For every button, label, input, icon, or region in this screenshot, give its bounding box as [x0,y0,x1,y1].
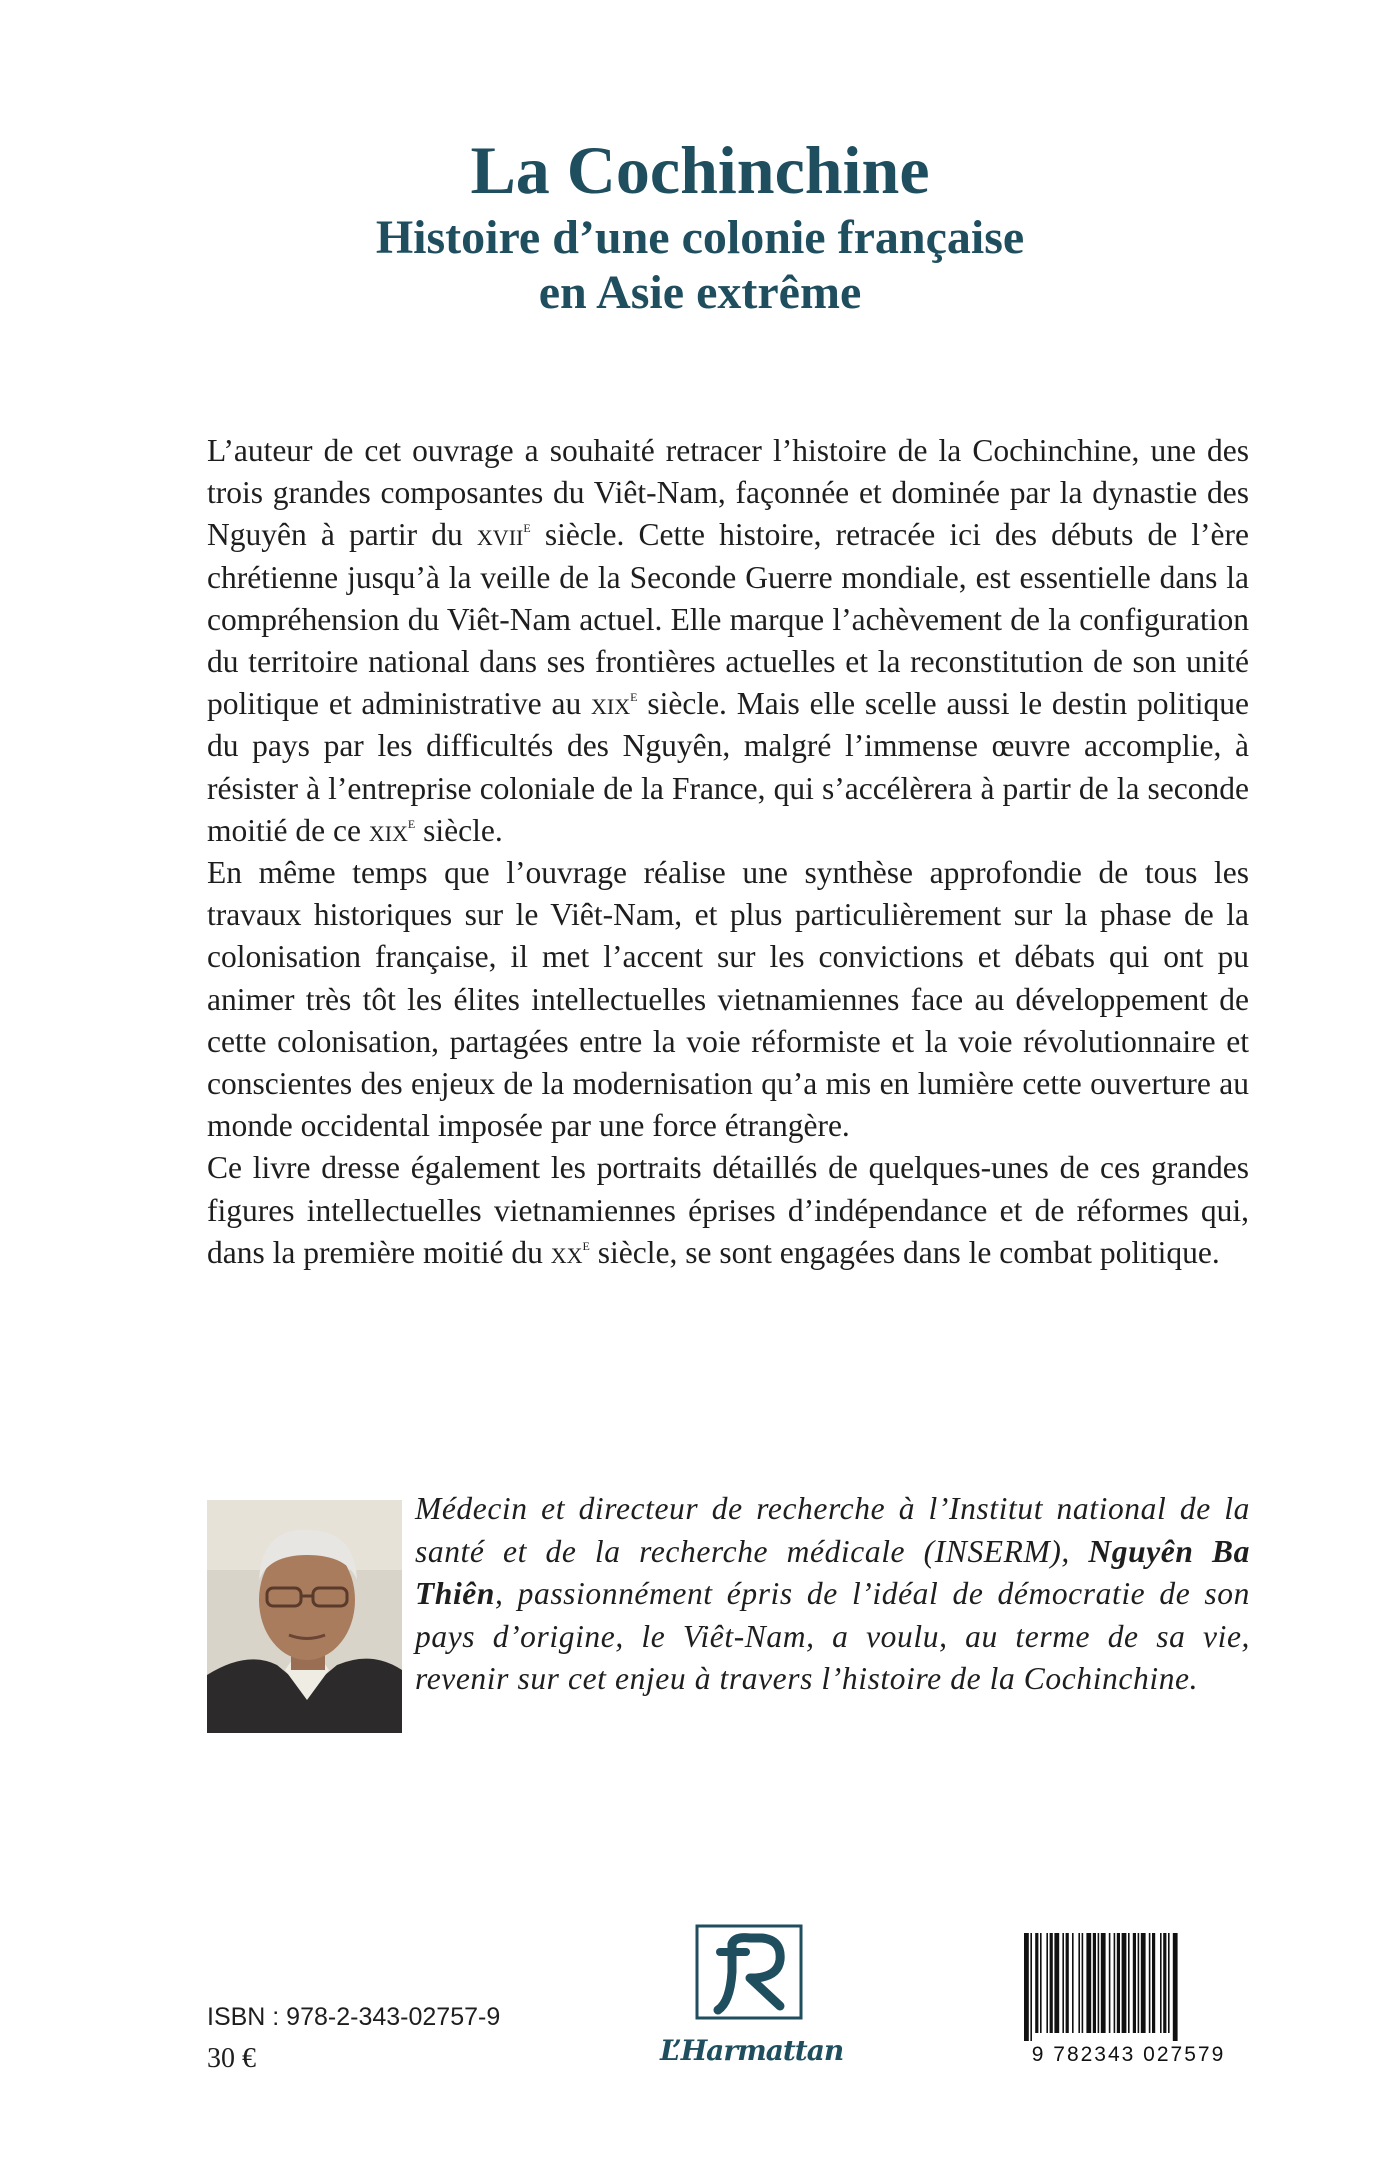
bio-text: , passionnément épris de l’idéal de démocratie de son pays d’origine, le Viêt-Nam, a voulu, au terme de sa vie, revenir sur cet enjeu à travers l’histoire de la Cochinchine. [415,1576,1250,1696]
barcode-bar [1054,1933,1059,2033]
book-title: La Cochinchine [470,132,930,208]
barcode-bar [1133,1933,1136,2033]
author-name: Nguyên Ba Thiên [415,1533,1250,1611]
barcode-bar [1122,1933,1127,2033]
barcode-digits: 9 782343 027579 [1031,2043,1226,2066]
barcode-bar [1109,1933,1111,2033]
publisher-name: L’Harmattan [660,2034,844,2067]
barcode-bar [1114,1933,1116,2033]
blurb-text: Ce livre dresse également les portraits détaillés de quelques-unes de ces grandes figures intellectuelles vietnamiennes éprises d’indépendance et de réformes qui, dans la première moitié du [207,1150,1249,1270]
blurb-text: siècle, se sont engagées dans le combat politique. [589,1234,1220,1270]
blurb-paragraph-3 [207,1147,1249,1274]
book-blurb [207,430,1249,1274]
barcode-bar [1086,1933,1091,2033]
barcode-bar [1078,1933,1080,2033]
blurb-text: siècle. Cette histoire, retracée ici des débuts de l’ère chrétienne jusqu’à la veille de la Seconde Guerre mondiale, est essentielle dans la compréhension du Viêt-Nam actuel. Elle marque l’achèvement de la configuration du territoire national dans ses frontières actuelles et la reconstitution de son unité politique et administrative au [207,517,1249,722]
blurb-text: siècle. Mais elle scelle aussi le destin politique du pays par les difficultés des Nguyên, malgré l’immense œuvre accomplie, à résister à l’entreprise coloniale de la France, qui s’accélèrera à partir de la seconde moitié de ce [207,686,1249,848]
barcode-bar [1035,1933,1038,2033]
author-biography [415,1488,1250,1701]
barcode-bar [1152,1933,1155,2033]
blurb-paragraph-1 [207,430,1249,852]
barcode-bar [1173,1933,1178,2041]
barcode-bar [1117,1933,1120,2033]
barcode-bar [1050,1933,1053,2033]
barcode-bar [1072,1933,1074,2033]
isbn-number: ISBN : 978-2-343-02757-9 [207,2003,501,2031]
barcode-bar [1082,1933,1084,2033]
blurb-text: siècle. [415,812,503,848]
author-biography-text [415,1488,1250,1701]
century-numeral: xix$^e$ [368,812,416,848]
barcode-bar [1101,1933,1106,2033]
barcode-bar [1040,1933,1042,2033]
bio-text: Médecin et directeur de recherche à l’Institut national de la santé et de la recherche médicale (INSERM), [415,1491,1250,1569]
barcode-bar [1046,1933,1048,2033]
barcode-bar [1066,1933,1069,2033]
barcode-bar [1062,1933,1064,2033]
title-block [0,130,1400,320]
blurb-paragraph-2: En même temps que l’ouvrage réalise une synthèse approfondie de tous les travaux historiques sur le Viêt-Nam, et plus particulièrement sur la phase de la colonisation française, il met l’accent sur les convictions et débats qui ont pu animer très tôt les élites intellectuelles vietnamiennes face au développement de cette colonisation, partagées entre la voie réformiste et la voie révolutionnaire et conscientes des enjeux de la modernisation qu’a mis en lumière cette ouverture au monde occidental imposée par une force étrangère. [207,855,1249,1144]
barcode-bar [1160,1933,1162,2033]
barcode-bar [1030,1933,1032,2041]
barcode-bar [1168,1933,1170,2033]
publisher-logo [660,1922,844,2082]
barcode [1010,1933,1247,2073]
author-portrait-photo [207,1500,402,1733]
barcode-bar [1138,1933,1140,2033]
barcode-bar [1141,1933,1146,2033]
barcode-bar [1163,1933,1166,2033]
blurb-text: L’auteur de cet ouvrage a souhaité retracer l’histoire de la Cochinchine, une des trois grandes composantes du Viêt-Nam, façonnée et dominée par la dynastie des Nguyên à partir du [207,433,1249,553]
barcode-bar [1128,1933,1130,2033]
book-subtitle-line-1: Histoire d’une colonie française [375,211,1025,264]
century-numeral: $xx^e$ [550,1234,590,1270]
book-subtitle-line-2: en Asie extrême [538,266,862,319]
century-numeral: xix$^e$ [591,686,638,722]
barcode-bar [1098,1933,1100,2033]
price: 30 € [207,2043,256,2074]
barcode-bar [1149,1933,1151,2033]
century-numeral: xvii$^e$ [476,517,531,553]
barcode-bar [1024,1933,1029,2041]
barcode-bar [1093,1933,1096,2033]
